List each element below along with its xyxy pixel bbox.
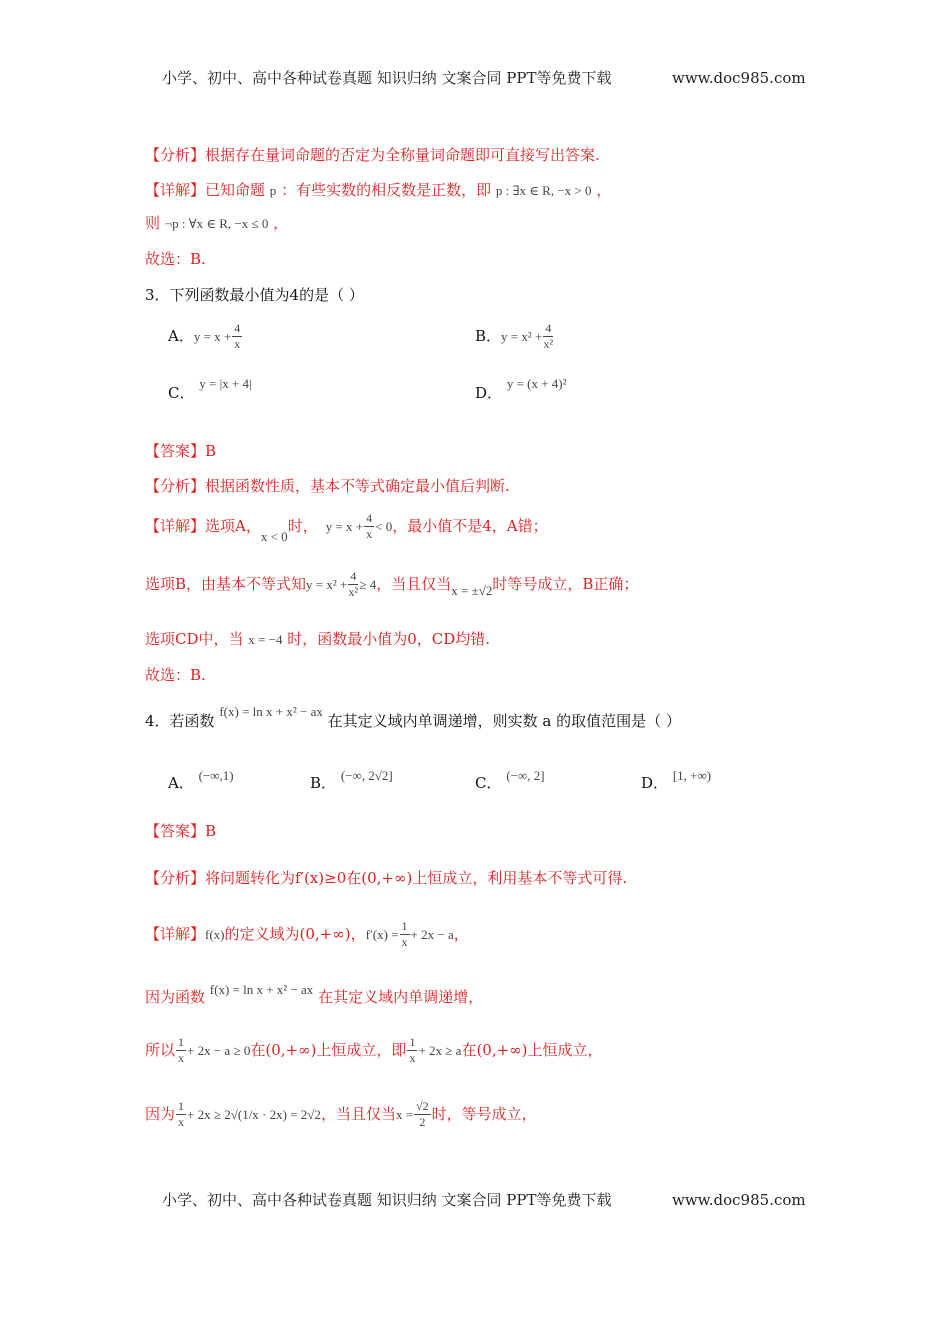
q3-stem: 3．下列函数最小值为4的是（ ） xyxy=(145,286,364,304)
prev-analysis: 【分析】根据存在量词命题的否定为全称量词命题即可直接写出答案. xyxy=(145,146,600,164)
q3-option-b-den: x² xyxy=(543,336,554,351)
q3-d1-fraction xyxy=(364,512,374,540)
q4-d3-text-c: 在(0,+∞)上恒成立， xyxy=(461,1040,603,1059)
q4-d3-ineq-2: + 2x ≥ a xyxy=(418,1042,462,1058)
q4-d3-num-2: 1 xyxy=(409,1035,416,1049)
q3-d3-text-b: 时，函数最小值为0，CD均错. xyxy=(287,630,491,648)
q4-d2-math: f(x) = ln x + x² − ax xyxy=(209,982,314,997)
q3-d3-text-a: 选项CD中，当 xyxy=(145,630,244,648)
q4-d1-domain: 的定义域为(0,+∞)， xyxy=(224,924,366,943)
q4-option-c[interactable] xyxy=(475,768,545,792)
page-footer-text: 小学、初中、高中各种试卷真题 知识归纳 文案合同 PPT等免费下载 xyxy=(162,1191,612,1209)
q3-d1-expr: y = x + xyxy=(325,518,364,534)
q4-option-d[interactable] xyxy=(641,768,712,792)
q3-option-b-label: B． xyxy=(475,326,502,345)
q3-option-a-den: x xyxy=(234,336,241,351)
q4-option-c-math: (−∞, 2] xyxy=(506,768,545,783)
q3-option-d[interactable] xyxy=(475,376,567,402)
q3-answer: 【答案】B xyxy=(145,442,217,460)
q4-d4-fraction-2 xyxy=(414,1100,431,1128)
page-header-text: 小学、初中、高中各种试卷真题 知识归纳 文案合同 PPT等免费下载 xyxy=(162,69,612,87)
q3-choice: 故选：B. xyxy=(145,666,206,684)
q4-option-a-math: (−∞,1) xyxy=(198,768,234,783)
q3-d2-den: x² xyxy=(348,584,359,599)
q4-detail-3 xyxy=(145,1036,603,1064)
q3-d2-text-c: 时等号成立，B正确； xyxy=(492,574,639,593)
q3-detail-2 xyxy=(145,570,638,598)
q3-d2-text-a: 选项B，由基本不等式知 xyxy=(145,574,307,593)
q3-option-d-label: D． xyxy=(475,384,503,402)
q4-d3-text-b: 在(0,+∞)上恒成立，即 xyxy=(250,1040,407,1059)
q3-option-a-num: 4 xyxy=(234,321,241,335)
q4-d4-x: x = xyxy=(395,1106,414,1122)
q3-option-a-label: A． xyxy=(168,326,194,345)
q4-option-d-math: [1, +∞) xyxy=(672,768,712,783)
prev-choice: 故选：B. xyxy=(145,250,206,268)
q3-d3-math: x = −4 xyxy=(248,632,283,647)
prev-then-end: ， xyxy=(273,214,289,232)
q3-analysis: 【分析】根据函数性质，基本不等式确定最小值后判断. xyxy=(145,477,510,495)
prev-then-math: ¬p : ∀x ∈ R, −x ≤ 0 xyxy=(164,216,269,231)
q4-detail-1 xyxy=(145,920,469,948)
q3-option-b-num: 4 xyxy=(545,321,552,335)
prev-detail-p: p xyxy=(269,183,277,198)
q4-d3-fraction-2 xyxy=(407,1036,417,1064)
q4-detail-2 xyxy=(145,982,484,1006)
q4-option-c-label: C． xyxy=(475,774,502,792)
q4-option-a-label: A． xyxy=(168,774,194,792)
page-footer-url[interactable]: www.doc985.com xyxy=(672,1191,806,1209)
q4-d1-deriv: f′(x) = xyxy=(365,926,399,942)
q4-d3-num: 1 xyxy=(178,1035,185,1049)
q4-d2-text-a: 因为函数 xyxy=(145,988,206,1006)
q4-d4-fraction xyxy=(176,1100,186,1128)
prev-detail-label: 【详解】已知命题 xyxy=(145,181,266,199)
q4-option-d-label: D． xyxy=(641,774,669,792)
q3-d1-num: 4 xyxy=(366,511,373,525)
q3-option-c-label: C． xyxy=(168,384,195,402)
q3-detail-1 xyxy=(145,511,548,544)
q4-d3-den: x xyxy=(178,1050,185,1065)
q4-d3-den-2: x xyxy=(409,1050,416,1065)
q3-d2-expr: y = x² + xyxy=(306,576,348,592)
q4-d2-text-b: 在其定义域内单调递增， xyxy=(318,988,484,1006)
q4-d4-ineq: + 2x ≥ 2√(1/x · 2x) = 2√2 xyxy=(187,1106,321,1122)
q4-option-b[interactable] xyxy=(310,768,393,792)
q4-d4-text-c: 时，等号成立， xyxy=(431,1104,537,1123)
q4-answer: 【答案】B xyxy=(145,822,217,840)
q3-option-b[interactable] xyxy=(475,322,554,350)
q3-option-d-math: y = (x + 4)² xyxy=(506,376,567,391)
q3-d1-label: 【详解】选项A， xyxy=(145,516,261,535)
q4-d1-label: 【详解】 xyxy=(145,924,206,943)
q4-d1-num: 1 xyxy=(401,919,408,933)
q3-d1-text: ，最小值不是4，A错； xyxy=(392,516,548,535)
q4-d4-num: 1 xyxy=(178,1099,185,1113)
q3-option-c[interactable] xyxy=(168,376,252,402)
q4-d4-den: x xyxy=(178,1114,185,1129)
q4-option-b-label: B． xyxy=(310,774,337,792)
q3-d2-fraction xyxy=(348,570,358,598)
q3-option-a[interactable] xyxy=(168,322,243,350)
q4-d1-fraction xyxy=(400,920,410,948)
q4-d1-fx: f(x) xyxy=(205,926,225,942)
q4-stem-math: f(x) = ln x + x² − ax xyxy=(219,704,323,719)
q4-stem-b: 在其定义域内单调递增，则实数 a 的取值范围是（ ） xyxy=(327,712,681,730)
q3-option-a-fraction xyxy=(232,322,242,350)
q3-d2-ineq: ≥ 4 xyxy=(359,576,377,592)
prev-then xyxy=(145,216,288,231)
q3-option-a-math: y = x + xyxy=(193,328,232,344)
q4-d3-fraction xyxy=(176,1036,186,1064)
q3-option-c-math: y = |x + 4| xyxy=(199,376,252,391)
q4-stem xyxy=(145,704,681,730)
q4-d4-text-b: ，当且仅当 xyxy=(320,1104,396,1123)
prev-then-label: 则 xyxy=(145,214,161,232)
q3-detail-3 xyxy=(145,632,490,647)
prev-detail-math: p : ∃x ∈ R, −x > 0 xyxy=(495,183,592,198)
q3-d2-cond: x = ±√2 xyxy=(451,582,493,598)
prev-detail-text: ：有些实数的相反数是正数，即 xyxy=(281,181,492,199)
q4-analysis: 【分析】将问题转化为f′(x)≥0在(0,+∞)上恒成立，利用基本不等式可得. xyxy=(145,869,628,887)
q4-d3-ineq: + 2x − a ≥ 0 xyxy=(187,1042,251,1058)
q4-detail-4 xyxy=(145,1100,537,1128)
q3-d1-when: 时， xyxy=(287,516,318,535)
q3-option-b-fraction xyxy=(543,322,553,350)
q3-d2-text-b: ，当且仅当 xyxy=(376,574,452,593)
q4-d1-rest: + 2x − a xyxy=(410,926,454,942)
q3-d1-ineq: < 0 xyxy=(375,518,393,534)
q4-option-b-math: (−∞, 2√2] xyxy=(340,768,393,783)
q4-d3-text-a: 所以 xyxy=(145,1040,176,1059)
q4-d1-den: x xyxy=(401,934,408,949)
q4-stem-a: 4．若函数 xyxy=(145,712,215,730)
prev-detail xyxy=(145,183,611,198)
prev-detail-end: ， xyxy=(596,181,612,199)
q3-option-b-math: y = x² + xyxy=(501,328,543,344)
q3-d1-den: x xyxy=(366,526,373,541)
q3-d2-num: 4 xyxy=(350,569,357,583)
q4-d4-text-a: 因为 xyxy=(145,1104,176,1123)
q4-d4-den-2: 2 xyxy=(419,1114,426,1129)
q3-d1-cond: x < 0 xyxy=(260,528,288,544)
q4-option-a[interactable] xyxy=(168,768,234,792)
page-header-url[interactable]: www.doc985.com xyxy=(672,69,806,87)
q4-d4-num-2: √2 xyxy=(416,1099,429,1113)
q4-d1-end: ， xyxy=(453,924,469,943)
